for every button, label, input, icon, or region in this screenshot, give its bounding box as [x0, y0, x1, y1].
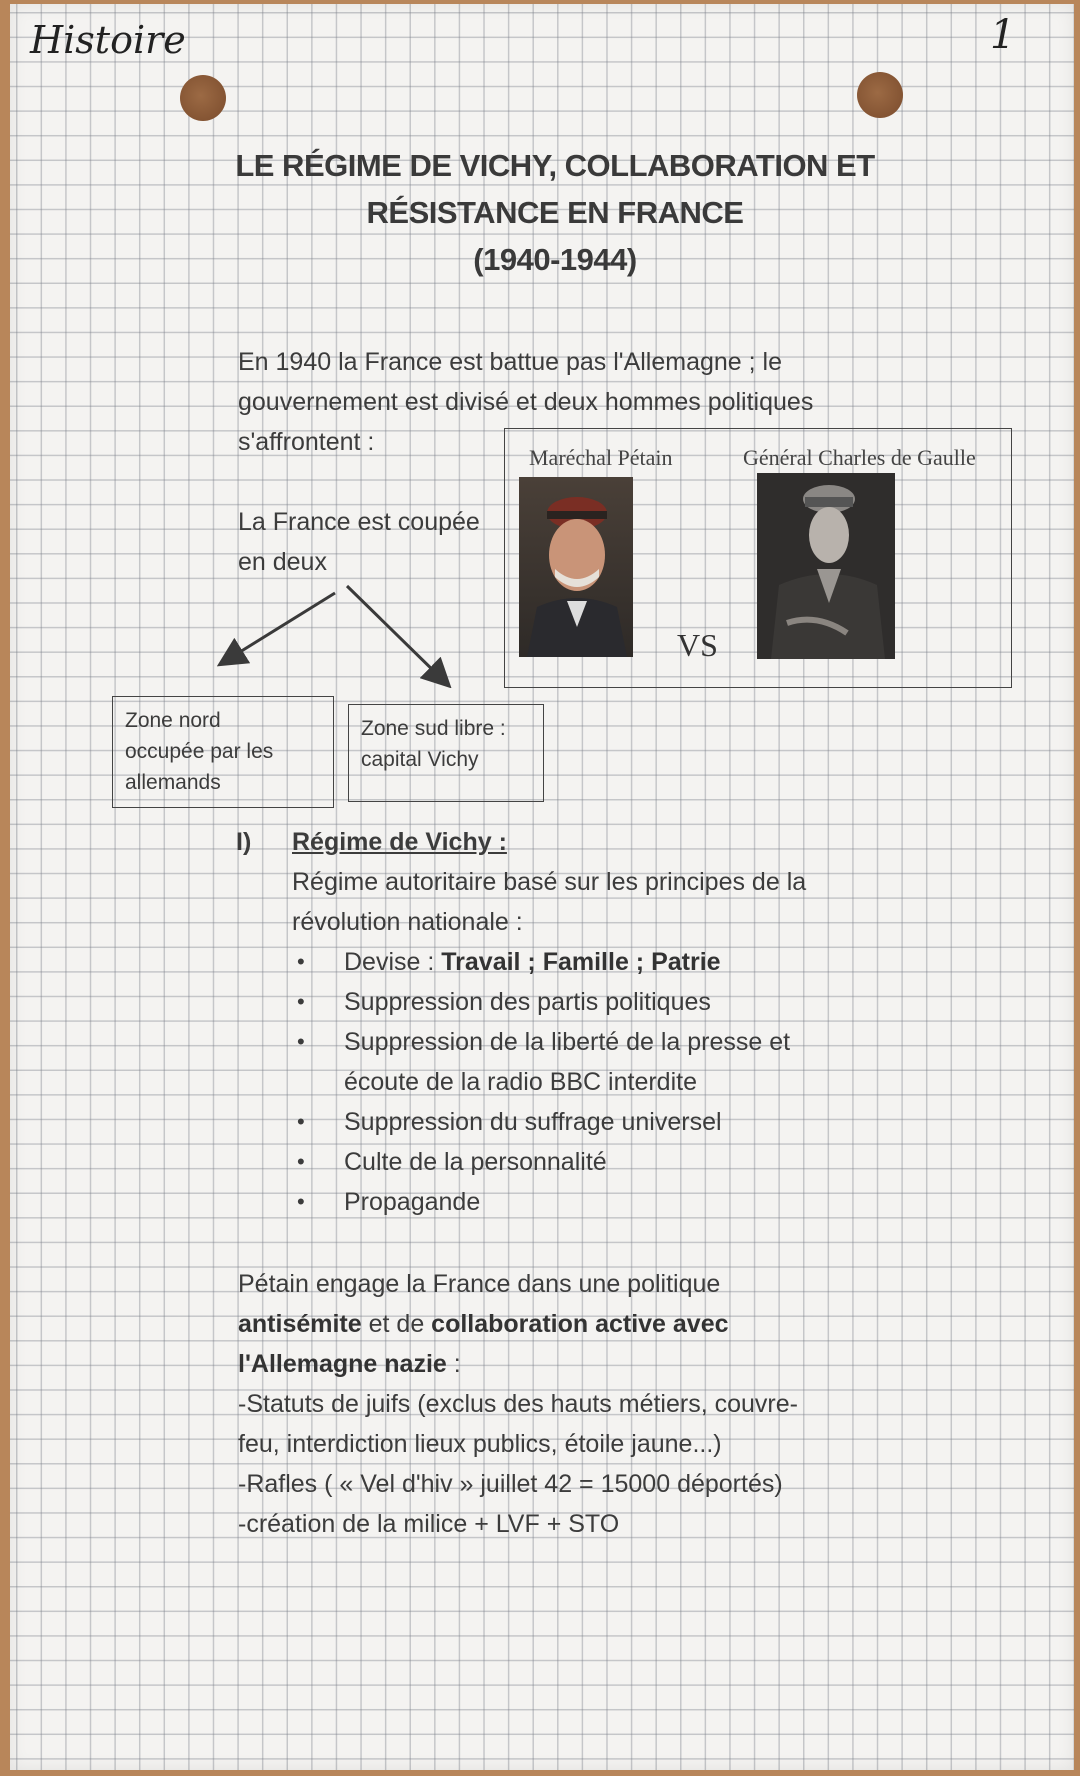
title-line-3: (1940-1944) [473, 242, 637, 277]
zone-south-line-2: capital Vichy [361, 748, 479, 771]
petain-caption: Maréchal Pétain [529, 445, 673, 470]
list-item: • Propagande [297, 1188, 481, 1216]
binder-hole-left [180, 75, 226, 121]
section-intro [292, 862, 806, 942]
policy-line-3: l'Allemagne nazie : [238, 1350, 461, 1378]
zone-north-line-1: Zone nord [125, 709, 221, 732]
section-number: I) [236, 828, 252, 856]
arrow-right [347, 586, 443, 680]
zone-north-box [112, 696, 334, 808]
policy-item-1: -Statuts de juifs (exclus des hauts métiers, couvre- [238, 1390, 798, 1418]
portrait-comparison-box [504, 428, 1012, 688]
list-item: • Devise : Travail ; Famille ; Patrie [297, 948, 721, 976]
binder-hole-right [857, 72, 903, 118]
split-line-1: La France est coupée [238, 508, 480, 536]
section-intro-line-2: révolution nationale : [292, 908, 523, 936]
subject-label: Histoire [30, 18, 186, 62]
vichy-features-list [294, 942, 790, 1222]
title-line-1: LE RÉGIME DE VICHY, COLLABORATION ET [235, 148, 875, 183]
petain-portrait [519, 477, 633, 657]
policy-line-2: antisémite et de collaboration active avec [238, 1310, 729, 1338]
policy-line-1: Pétain engage la France dans une politique [238, 1270, 721, 1298]
versus-label: VS [677, 627, 718, 663]
de-gaulle-caption: Général Charles de Gaulle [743, 445, 976, 470]
policy-paragraph [238, 1264, 798, 1544]
section-heading: Régime de Vichy : [292, 828, 507, 856]
intro-line-2: gouvernement est divisé et deux hommes politiques [238, 388, 814, 416]
intro-line-1: En 1940 la France est battue pas l'Allemagne ; le [238, 348, 782, 376]
list-item-continuation: écoute de la radio BBC interdite [344, 1068, 697, 1096]
section-intro-line-1: Régime autoritaire basé sur les principes de la [292, 868, 807, 896]
zone-south-line-1: Zone sud libre : [361, 717, 506, 740]
page-number: 1 [990, 12, 1016, 58]
de-gaulle-portrait [757, 473, 895, 659]
split-line-2: en deux [238, 548, 327, 576]
policy-item-2: feu, interdiction lieux publics, étoile jaune...) [238, 1430, 722, 1458]
page-title [230, 142, 880, 283]
list-item: • Suppression de la liberté de la presse et [297, 1028, 791, 1056]
list-item: • Culte de la personnalité [297, 1148, 607, 1176]
zone-south-box [348, 704, 544, 802]
arrow-left [227, 593, 335, 660]
zone-north-line-3: allemands [125, 771, 221, 794]
devise-value: Travail ; Famille ; Patrie [441, 948, 721, 976]
split-text [238, 502, 480, 582]
zone-north-text [113, 697, 333, 806]
intro-line-3: s'affrontent : [238, 428, 375, 456]
list-item: • Suppression des partis politiques [297, 988, 711, 1016]
title-line-2: RÉSISTANCE EN FRANCE [366, 195, 744, 230]
zone-north-line-2: occupée par les [125, 740, 274, 763]
zone-south-text [349, 705, 543, 783]
split-arrows [215, 578, 455, 688]
policy-item-3: -Rafles ( « Vel d'hiv » juillet 42 = 15000 déportés) [238, 1470, 783, 1498]
policy-item-4: -création de la milice + LVF + STO [238, 1510, 620, 1538]
list-item: • Suppression du suffrage universel [297, 1108, 722, 1136]
